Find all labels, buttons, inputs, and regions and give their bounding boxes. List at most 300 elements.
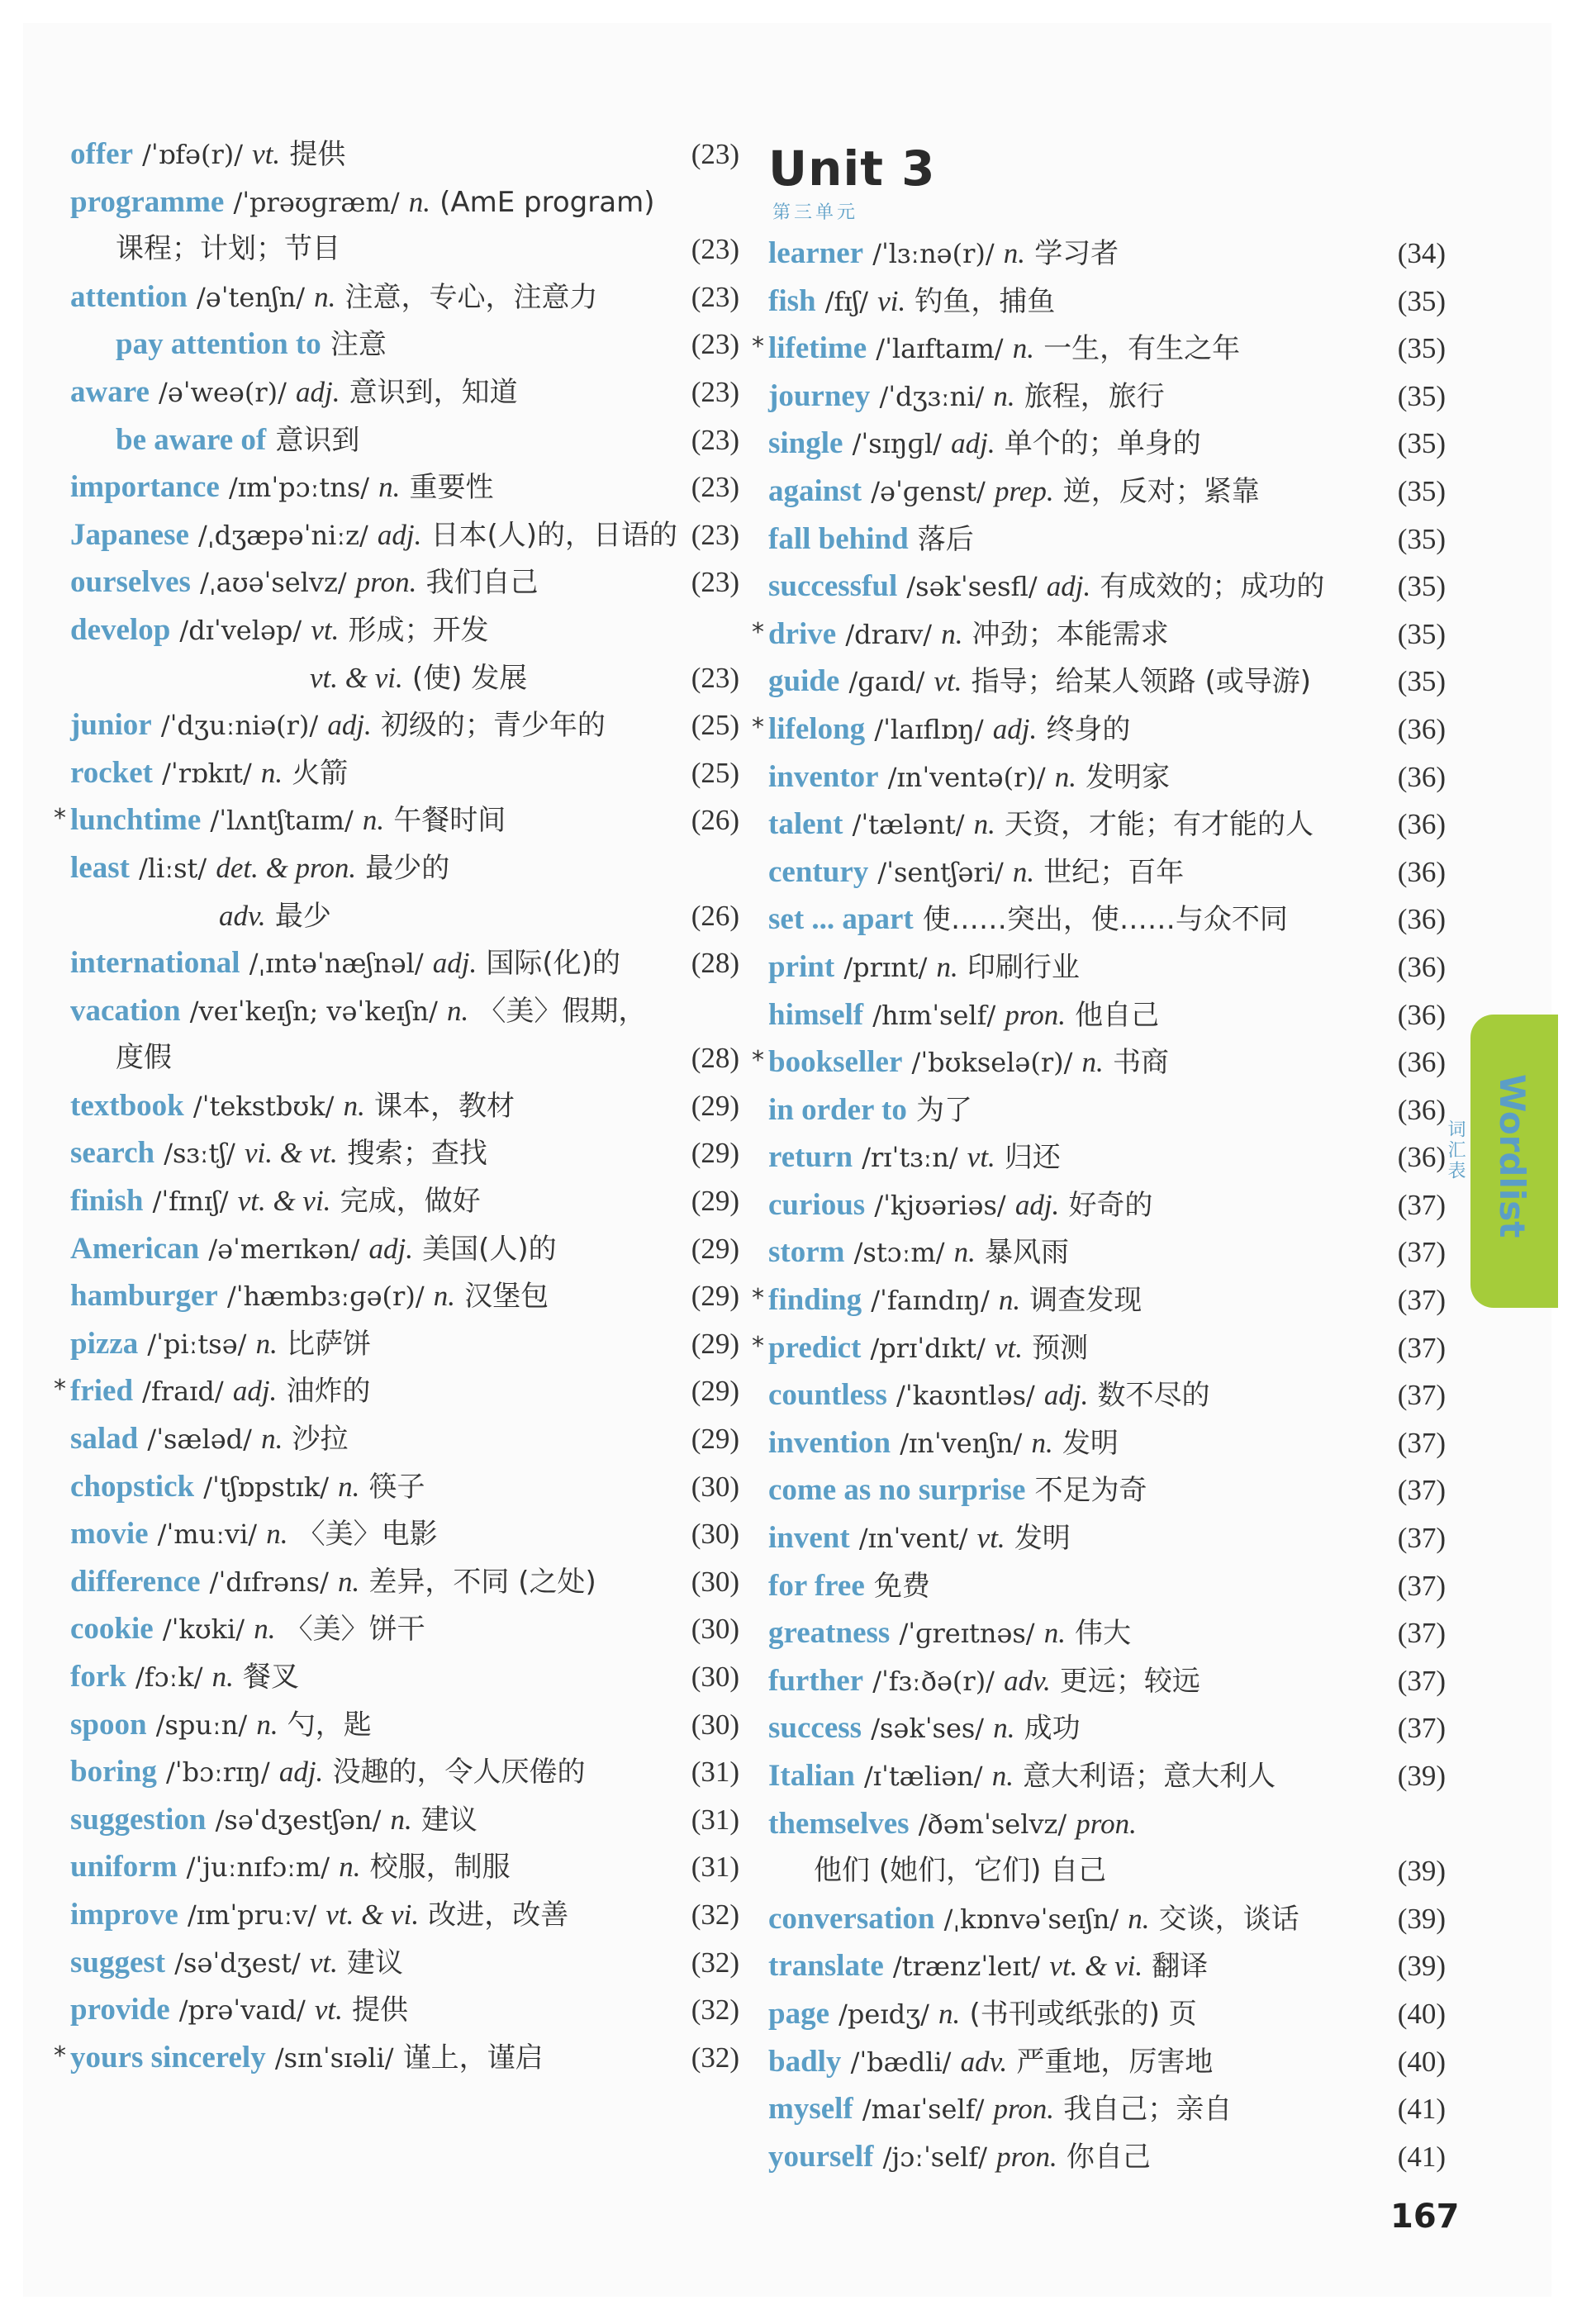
part-of-speech: adj. [951, 427, 995, 460]
phonetic: /ˌdʒæpəˈniːz/ [198, 519, 368, 551]
definition: 课本，教材 [373, 1089, 515, 1123]
wordlist-entry [70, 416, 739, 464]
optional-word-marker: * [54, 2041, 66, 2070]
part-of-speech: vt. [967, 1141, 995, 1174]
definition: 世纪；百年 [1043, 855, 1185, 889]
definition: 预测 [1032, 1331, 1089, 1365]
headword: translate [768, 1949, 884, 1984]
definition: 为了 [916, 1093, 972, 1127]
phonetic: /ˈtʃɒpstɪk/ [203, 1471, 329, 1503]
headword: set ... apart [768, 902, 914, 937]
phonetic: /səkˈses/ [871, 1713, 985, 1745]
definition: 单个的；单身的 [1004, 427, 1201, 461]
part-of-speech: n. [953, 1236, 976, 1269]
phonetic: /prɪnt/ [843, 951, 928, 983]
definition: 筷子 [368, 1470, 425, 1504]
wordlist-entry [752, 1324, 1446, 1372]
page-reference: (30) [691, 1518, 739, 1551]
headword: lunchtime [70, 803, 202, 838]
page-reference: (36) [1397, 950, 1446, 983]
page-reference: (30) [691, 1708, 739, 1741]
definition: 汉堡包 [464, 1280, 549, 1314]
page-reference: (35) [1397, 617, 1446, 650]
wordlist-entry [70, 1701, 739, 1749]
headword: guide [768, 664, 840, 699]
phonetic: /ˈɡreɪtnəs/ [899, 1618, 1035, 1650]
wordlist-entry [768, 1419, 1446, 1467]
phonetic: /ˈkjʊəriəs/ [874, 1189, 1006, 1221]
phonetic: /liːst/ [139, 852, 207, 884]
wordlist-entry [70, 273, 739, 321]
headword: ourselves [70, 565, 191, 600]
page-reference: (25) [691, 709, 739, 742]
definition: 注意，专心，注意力 [344, 280, 598, 314]
page-reference: (35) [1397, 284, 1446, 317]
definition: 有成效的；成功的 [1100, 570, 1325, 604]
headword: fall behind [768, 521, 909, 556]
headword: inventor [768, 759, 879, 794]
part-of-speech: n. [998, 1284, 1021, 1317]
definition: 我自己；亲自 [1063, 2093, 1233, 2127]
phonetic: /ˈlaɪflɒŋ/ [874, 713, 984, 745]
page-reference: (39) [1397, 1950, 1446, 1983]
definition: 校服，制服 [369, 1851, 511, 1884]
wordlist-entry [768, 1466, 1446, 1514]
part-of-speech: vt. [976, 1522, 1005, 1555]
page-reference: (37) [1397, 1426, 1446, 1459]
optional-word-marker: * [752, 1331, 764, 1361]
part-of-speech: pron. [1005, 998, 1066, 1031]
phonetic: /ˈfaɪndɪŋ/ [871, 1285, 990, 1317]
optional-word-marker: * [752, 712, 764, 742]
phonetic: /ˈhæmbɜːɡə(r)/ [226, 1281, 425, 1313]
definition: 书商 [1112, 1046, 1169, 1080]
phonetic: /spuːn/ [155, 1709, 248, 1741]
wordlist-entry [768, 991, 1446, 1039]
headword: textbook [70, 1088, 184, 1123]
headword: yourself [768, 2139, 874, 2174]
wordlist-entry [768, 943, 1446, 991]
part-of-speech: n. [1054, 760, 1077, 793]
wordlist-entry [54, 1367, 739, 1415]
wordlist-entry [752, 1276, 1446, 1324]
phonetic: /ˈjuːnɪfɔːm/ [186, 1851, 330, 1884]
headword: international [70, 946, 240, 981]
definition: 学习者 [1034, 237, 1119, 270]
definition: 钓鱼，捕鱼 [915, 284, 1056, 318]
phonetic: /ˈbædli/ [850, 2046, 952, 2078]
part-of-speech: vt. & vi. [237, 1185, 331, 1218]
wordlist-entry [768, 563, 1446, 611]
wordlist-entry [768, 2133, 1446, 2181]
page-reference: (32) [691, 1898, 739, 1931]
phonetic: /veɪˈkeɪʃn; vəˈkeɪʃn/ [189, 995, 438, 1027]
right-wordlist-column [752, 230, 1446, 2180]
wordlist-entry [70, 939, 739, 987]
part-of-speech: n. [362, 804, 385, 837]
phonetic: /stɔːm/ [853, 1237, 945, 1269]
part-of-speech: n. [408, 185, 430, 218]
phonetic: /ˈpiːtsə/ [147, 1328, 247, 1360]
phonetic: /ˈdʒɜːni/ [879, 380, 985, 412]
phonetic: /rɪˈtɜːn/ [862, 1142, 958, 1174]
wordlist-entry [752, 611, 1446, 658]
part-of-speech: vt. & vi. [310, 661, 403, 694]
headword: provide [70, 1993, 170, 2027]
definition: 形成；开发 [348, 613, 489, 647]
phonetic: /ˌɪntəˈnæʃnəl/ [249, 948, 424, 980]
page-reference: (39) [1397, 1902, 1446, 1935]
page-reference: (35) [1397, 570, 1446, 603]
wordlist-entry [768, 1133, 1446, 1181]
definition: 比萨饼 [286, 1327, 371, 1361]
phonetic: /dɪˈveləp/ [179, 614, 302, 646]
headword: offer [70, 137, 133, 171]
page-reference: (40) [1397, 1997, 1446, 2030]
part-of-speech: n. [938, 1997, 961, 2030]
wordlist-entry [70, 701, 739, 749]
definition: 归还 [1004, 1141, 1061, 1175]
definition: 提供 [352, 1994, 409, 2027]
wordlist-entry [768, 1942, 1446, 1990]
wordlist-entry [70, 1891, 739, 1939]
wordlist-entry [70, 1320, 739, 1368]
page-reference: (37) [1397, 1188, 1446, 1221]
unit-title: Unit 3 [768, 140, 936, 197]
page-reference: (23) [691, 661, 739, 694]
headword: fish [768, 283, 816, 318]
headword: uniform [70, 1850, 178, 1884]
wordlist-entry [768, 1609, 1446, 1657]
part-of-speech: n. [1081, 1046, 1104, 1079]
phonetic: /ɪnˈvent/ [858, 1523, 968, 1555]
phonetic: /əˈtenʃn/ [196, 281, 305, 313]
headword: drive [768, 616, 837, 651]
wordlist-entry [70, 1986, 739, 2034]
page-reference: (35) [1397, 379, 1446, 412]
page-reference: (37) [1397, 1569, 1446, 1602]
headword: learner [768, 236, 864, 270]
part-of-speech: n. [255, 1327, 278, 1360]
headword: be aware of [116, 422, 267, 457]
definition: (书刊或纸张的) 页 [969, 1997, 1197, 2031]
part-of-speech: adj. [278, 1756, 324, 1789]
wordlist-entry [768, 1895, 1446, 1943]
headword: return [768, 1140, 853, 1175]
wordlist-entry [768, 801, 1446, 848]
headword: Japanese [70, 517, 189, 552]
wordlist-entry [70, 1177, 739, 1225]
headword: fried [70, 1374, 134, 1409]
wordlist-entry [768, 1229, 1446, 1276]
page-reference: (35) [1397, 474, 1446, 507]
part-of-speech: n. [256, 1708, 278, 1741]
headword: century [768, 854, 869, 889]
phonetic: /ˈkʊki/ [162, 1613, 245, 1646]
page-reference: (23) [691, 138, 739, 170]
part-of-speech: n. [343, 1089, 365, 1122]
wordlist-entry [70, 1558, 739, 1606]
wordlist-entry [768, 1514, 1446, 1562]
part-of-speech: n. [266, 1518, 288, 1551]
definition: 完成，做好 [340, 1185, 481, 1219]
phonetic: /ˌaʊəˈselvz/ [200, 567, 347, 599]
phonetic: /ˈkaʊntləs/ [896, 1380, 1035, 1412]
page-reference: (30) [691, 1661, 739, 1693]
part-of-speech: adv. [960, 2045, 1008, 2078]
continuation-text: 课程；计划；节目 [116, 232, 340, 266]
page-reference: (31) [691, 1851, 739, 1884]
definition: 美国(人)的 [422, 1232, 557, 1266]
page-reference: (29) [691, 1232, 739, 1265]
wordlist-entry [70, 463, 739, 511]
phonetic: /ˈsentʃəri/ [877, 856, 1004, 888]
part-of-speech: n. [991, 1760, 1014, 1792]
definition: 使……突出，使……与众不同 [922, 903, 1288, 937]
phonetic: /trænzˈleɪt/ [892, 1951, 1041, 1983]
part-of-speech: n. [254, 1613, 276, 1646]
definition: 终身的 [1046, 712, 1131, 746]
continuation-text: 他们 (她们，它们) 自己 [814, 1854, 1107, 1888]
page-reference: (30) [691, 1613, 739, 1646]
part-of-speech: adj. [377, 518, 422, 551]
page-reference: (23) [691, 280, 739, 313]
page-reference: (26) [691, 804, 739, 837]
unit-subtitle: 第三单元 [772, 202, 859, 223]
definition: 建议 [420, 1803, 477, 1837]
phonetic: /ˈmuːvi/ [157, 1518, 258, 1551]
phonetic: /ˈprəʊɡræm/ [233, 186, 400, 218]
definition: 谨上，谨启 [402, 2041, 544, 2074]
part-of-speech: adj. [432, 947, 477, 980]
page-reference: (30) [691, 1565, 739, 1598]
definition: 注意 [330, 328, 387, 362]
headword: talent [768, 807, 843, 842]
phonetic: /ˈlʌntʃtaɪm/ [210, 805, 354, 837]
definition: 〈美〉电影 [297, 1518, 438, 1552]
wordlist-entry [752, 1038, 1446, 1086]
phonetic: /ɪnˈventə(r)/ [887, 761, 1046, 793]
part-of-speech: vt. [934, 665, 962, 698]
part-of-speech: n. [993, 379, 1015, 412]
headword: countless [768, 1378, 887, 1413]
wordlist-entry [70, 749, 739, 797]
definition: (使) 发展 [411, 661, 528, 695]
page-reference: (23) [691, 566, 739, 599]
wordlist-entry [70, 1034, 739, 1082]
left-wordlist-column [54, 131, 739, 2081]
page-reference: (34) [1397, 237, 1446, 269]
wordlist-entry [70, 1796, 739, 1844]
part-of-speech: adv. [219, 899, 266, 932]
definition: 〈美〉饼干 [284, 1613, 425, 1647]
definition: 他自己 [1075, 998, 1160, 1032]
page-reference: (39) [1397, 1760, 1446, 1792]
wordlist-entry [70, 654, 739, 702]
part-of-speech: n. [261, 1423, 283, 1456]
page-reference: (37) [1397, 1712, 1446, 1745]
part-of-speech: n. [1003, 237, 1026, 269]
part-of-speech: vi. [877, 284, 906, 317]
part-of-speech: adv. [1004, 1664, 1051, 1697]
page-reference: (36) [1397, 1046, 1446, 1079]
headword: lifelong [768, 711, 866, 746]
definition: 勺，匙 [287, 1708, 372, 1742]
wordlist-entry [70, 1082, 739, 1130]
phonetic: /peɪdʒ/ [839, 1998, 929, 2030]
page-reference: (26) [691, 899, 739, 932]
phonetic: /sɪnˈsɪəli/ [274, 2041, 394, 2074]
headword: further [768, 1663, 864, 1698]
part-of-speech: n. [1128, 1902, 1150, 1935]
definition: 落后 [917, 522, 974, 556]
page-reference: (36) [1397, 808, 1446, 841]
definition: 意识到，知道 [349, 375, 518, 409]
phonetic: /ɪnˈvenʃn/ [900, 1427, 1023, 1459]
definition: 交谈，谈话 [1158, 1902, 1299, 1936]
wordlist-entry [70, 1272, 739, 1320]
headword: pay attention to [116, 327, 321, 362]
part-of-speech: n. [973, 808, 995, 841]
page-reference: (23) [691, 328, 739, 361]
wordlist-entry [768, 2085, 1446, 2133]
definition: 调查发现 [1029, 1284, 1143, 1318]
page-reference: (23) [691, 233, 739, 266]
phonetic: /əˈɡenst/ [871, 475, 986, 507]
definition: 国际(化)的 [486, 947, 620, 981]
part-of-speech: n. [936, 950, 958, 983]
part-of-speech: pron. [1076, 1807, 1137, 1840]
definition: 我们自己 [425, 566, 539, 600]
page-reference: (40) [1397, 2045, 1446, 2078]
headword: American [70, 1231, 200, 1266]
phonetic: /əˈweə(r)/ [159, 376, 287, 408]
headword: spoon [70, 1707, 147, 1742]
part-of-speech: n. [1031, 1426, 1053, 1459]
wordlist-entry [768, 1371, 1446, 1419]
definition: 午餐时间 [393, 804, 506, 838]
headword: predict [768, 1330, 862, 1365]
page-reference: (36) [1397, 903, 1446, 936]
wordlist-entry [70, 368, 739, 416]
phonetic: /səˈdʒest/ [174, 1946, 301, 1979]
definition: 没趣的，令人厌倦的 [332, 1756, 586, 1789]
headword: bookseller [768, 1045, 903, 1080]
page-reference: (35) [1397, 332, 1446, 365]
part-of-speech: adj. [992, 712, 1038, 745]
definition: 改进，改善 [428, 1898, 569, 1932]
part-of-speech: n. [390, 1803, 412, 1836]
page-number: 167 [1390, 2198, 1460, 2236]
wordlist-entry [768, 1752, 1446, 1800]
phonetic: /ˈsɪŋɡl/ [852, 428, 942, 460]
headword: improve [70, 1897, 178, 1932]
page-reference: (30) [691, 1470, 739, 1503]
page-reference: (29) [691, 1185, 739, 1218]
wordlist-entry [70, 131, 739, 178]
part-of-speech: n. [260, 756, 283, 789]
headword: cookie [70, 1612, 154, 1647]
part-of-speech: n. [446, 994, 469, 1027]
part-of-speech: n. [338, 1565, 360, 1598]
phonetic: /ɡaɪd/ [848, 666, 925, 698]
phonetic: /fɪʃ/ [824, 285, 869, 317]
definition: 建议 [347, 1946, 404, 1979]
continuation-text: 度假 [116, 1041, 172, 1075]
definition: 火箭 [292, 756, 349, 790]
part-of-speech: n. [1012, 855, 1035, 888]
wordlist-entry [768, 230, 1446, 278]
wordlist-entry [768, 420, 1446, 468]
wordlist-entry [768, 1990, 1446, 2038]
page-reference: (36) [1397, 760, 1446, 793]
page-reference: (32) [691, 2041, 739, 2074]
page-reference: (36) [1397, 998, 1446, 1031]
headword: boring [70, 1755, 157, 1789]
page-reference: (37) [1397, 1664, 1446, 1697]
optional-word-marker: * [54, 1375, 66, 1404]
headword: lifetime [768, 331, 867, 366]
page-reference: (36) [1397, 855, 1446, 888]
headword: pizza [70, 1326, 139, 1361]
definition: 日本(人)的，日语的 [430, 518, 678, 552]
phonetic: /əˈmerɪkən/ [208, 1233, 360, 1265]
phonetic: /fraɪd/ [142, 1376, 224, 1408]
phonetic: /ˈsæləd/ [147, 1423, 252, 1456]
page-reference: (37) [1397, 1331, 1446, 1364]
page-reference: (29) [691, 1423, 739, 1456]
part-of-speech: adj. [1043, 1379, 1089, 1412]
phonetic: /ˈbʊkselə(r)/ [911, 1047, 1073, 1079]
page-reference: (23) [691, 375, 739, 408]
phonetic: /ðəmˈselvz/ [918, 1808, 1067, 1840]
page-reference: (29) [691, 1089, 739, 1122]
wordlist-entry [768, 848, 1446, 896]
wordlist-entry [54, 2034, 739, 2082]
headword: against [768, 473, 862, 508]
definition: 旅程，旅行 [1024, 379, 1165, 413]
wordlist-entry [70, 1129, 739, 1177]
headword: page [768, 1996, 829, 2031]
definition: 成功 [1024, 1712, 1081, 1746]
definition: 好奇的 [1068, 1188, 1153, 1222]
headword: least [70, 850, 130, 885]
phonetic: /ɪˈtæliən/ [864, 1761, 983, 1792]
page-reference: (32) [691, 1994, 739, 2027]
wordlist-entry [70, 1463, 739, 1511]
phonetic: /ɪmˈpɔːtns/ [229, 472, 370, 504]
headword: attention [70, 279, 188, 314]
part-of-speech: pron. [355, 566, 417, 599]
page-reference: (25) [691, 756, 739, 789]
headword: suggestion [70, 1802, 207, 1837]
optional-word-marker: * [752, 1284, 764, 1314]
part-of-speech: n. [993, 1712, 1015, 1745]
wordlist-entry [70, 511, 739, 559]
part-of-speech: n. [1012, 332, 1034, 365]
part-of-speech: n. [339, 1851, 361, 1884]
part-of-speech: adj. [296, 375, 340, 408]
headword: successful [768, 569, 898, 604]
phonetic: /ˈbɔːrɪŋ/ [166, 1756, 270, 1789]
part-of-speech: pron. [996, 2140, 1057, 2173]
headword: importance [70, 470, 220, 505]
headword: conversation [768, 1901, 935, 1936]
wordlist-entry [768, 753, 1446, 801]
headword: finding [768, 1283, 862, 1318]
headword: search [70, 1136, 155, 1171]
phonetic: /ˈdɪfrəns/ [209, 1566, 329, 1598]
